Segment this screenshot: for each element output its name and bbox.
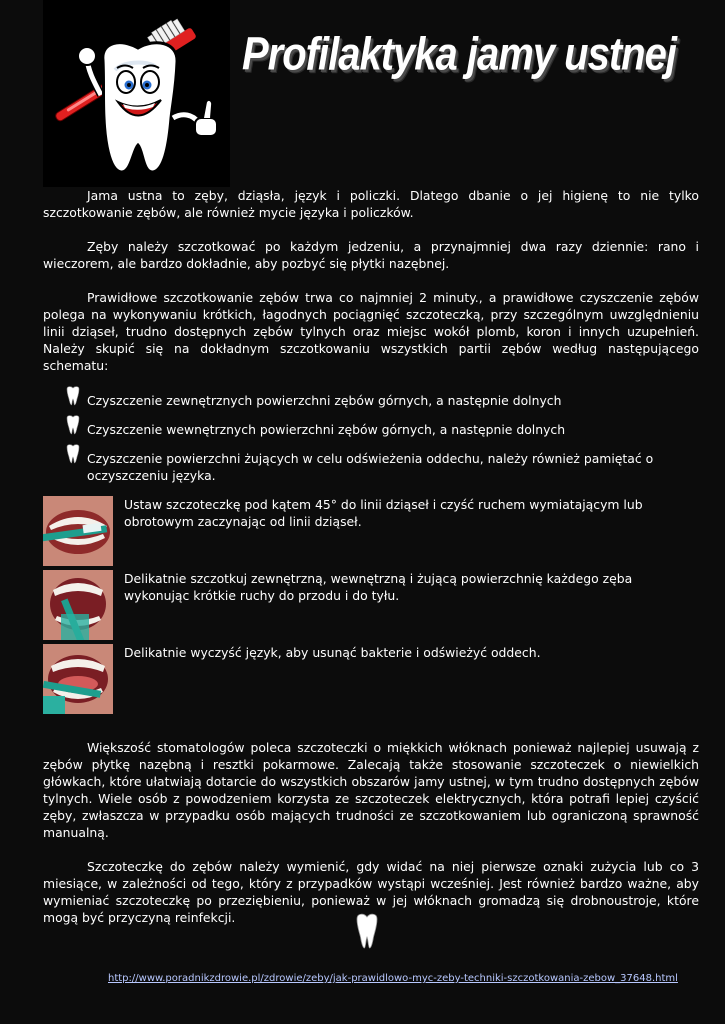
brushing-frequency-paragraph: Zęby należy szczotkować po każdym jedzeniu, a przynajmniej dwa razy dziennie: rano i wieczorem, ale bardzo dokładnie, aby pozbyć się płytki nazębnej. (43, 239, 699, 271)
tooth-mascot-image (43, 0, 230, 187)
brushing-step (43, 644, 699, 714)
step-text: Delikatnie wyczyść język, aby usunąć bakterie i odświeżyć oddech. (124, 645, 541, 660)
toothbrush-recommendation-paragraph: Większość stomatologów poleca szczoteczki o miękkich włóknach ponieważ najlepiej usuwają z zębów płytkę nazębną i resztki pokarmowe. Zalecają także stosowanie szczoteczek o niewielkich główkach, które ułatwiają dotarcie do wszystkich obszarów jamy ustnej, w tym trudno dostępnych zębów tylnych. Wiele osób z powodzeniem korzysta ze szczoteczek elektrycznych, która potrafi lepiej czyścić zęby, zwłaszcza w przypadku osób mających trudności ze szczotkowaniem lub ograniczoną sprawność manualną. (43, 740, 699, 840)
mouth-brushing-photo (43, 496, 113, 566)
list-item (43, 450, 699, 484)
article-body (43, 187, 699, 926)
intro-paragraph: Jama ustna to zęby, dziąsła, język i policzki. Dlatego dbanie o jej higienę to nie tylko szczotkowanie zębów, ale również mycie języka i policzków. (43, 188, 699, 220)
list-item-text: Czyszczenie powierzchni żujących w celu odświeżenia oddechu, należy również pamiętać o oczyszczeniu języka. (87, 451, 654, 483)
step-text: Ustaw szczoteczkę pod kątem 45° do linii dziąseł i czyść ruchem wymiatającym lub obrotowym zaczynając od linii dziąseł. (124, 497, 643, 529)
mouth-brushing-photo (43, 644, 113, 714)
brushing-technique-paragraph: Prawidłowe szczotkowanie zębów trwa co najmniej 2 minuty., a prawidłowe czyszczenie zębów polega na wykonywaniu krótkich, łagodnych pociągnięć szczoteczką, przy szczególnym uwzględnieniu linii dziąseł, trudno dostępnych zębów tylnych oraz miejsc wokół plomb, koron i innych uzupełnień. Należy skupić się na dokładnym szczotkowaniu wszystkich partii zębów według następującego schematu: (43, 290, 699, 373)
brushing-scheme-list (43, 392, 699, 484)
brushing-step (43, 496, 699, 566)
list-item (43, 421, 699, 438)
brushing-step (43, 570, 699, 640)
mouth-brushing-photo (43, 570, 113, 640)
source-link[interactable]: http://www.poradnikzdrowie.pl/zdrowie/zeby/jak-prawidlowo-myc-zeby-techniki-szczotkowania-zebow_37648.html (108, 973, 678, 984)
list-item-text: Czyszczenie zewnętrznych powierzchni zębów górnych, a następnie dolnych (87, 393, 562, 408)
step-text: Delikatnie szczotkuj zewnętrzną, wewnętrzną i żującą powierzchnię każdego zęba wykonując krótkie ruchy do przodu i do tyłu. (124, 571, 633, 603)
list-item (43, 392, 699, 409)
page-title: Profilaktyka jamy ustnej (242, 29, 676, 80)
tooth-bullet-icon (65, 386, 81, 410)
tooth-with-toothbrush-mascot-icon (43, 0, 230, 187)
tooth-bullet-icon (65, 415, 81, 439)
toothbrush-replacement-paragraph: Szczoteczkę do zębów należy wymienić, gdy widać na niej pierwsze oznaki zużycia lub co 3 miesiące, w zależności od tego, który z przypadków wystąpi wcześniej. Jest również bardzo ważne, aby wymieniać szczoteczkę po przeziębieniu, ponieważ w jej włóknach gromadzą się drobnoustroje, które mogą być przyczyną reinfekcji. (43, 859, 699, 925)
list-item-text: Czyszczenie wewnętrznych powierzchni zębów górnych, a następnie dolnych (87, 422, 566, 437)
tooth-bullet-icon (65, 444, 81, 468)
brushing-steps (43, 496, 699, 714)
tooth-icon (355, 913, 379, 953)
